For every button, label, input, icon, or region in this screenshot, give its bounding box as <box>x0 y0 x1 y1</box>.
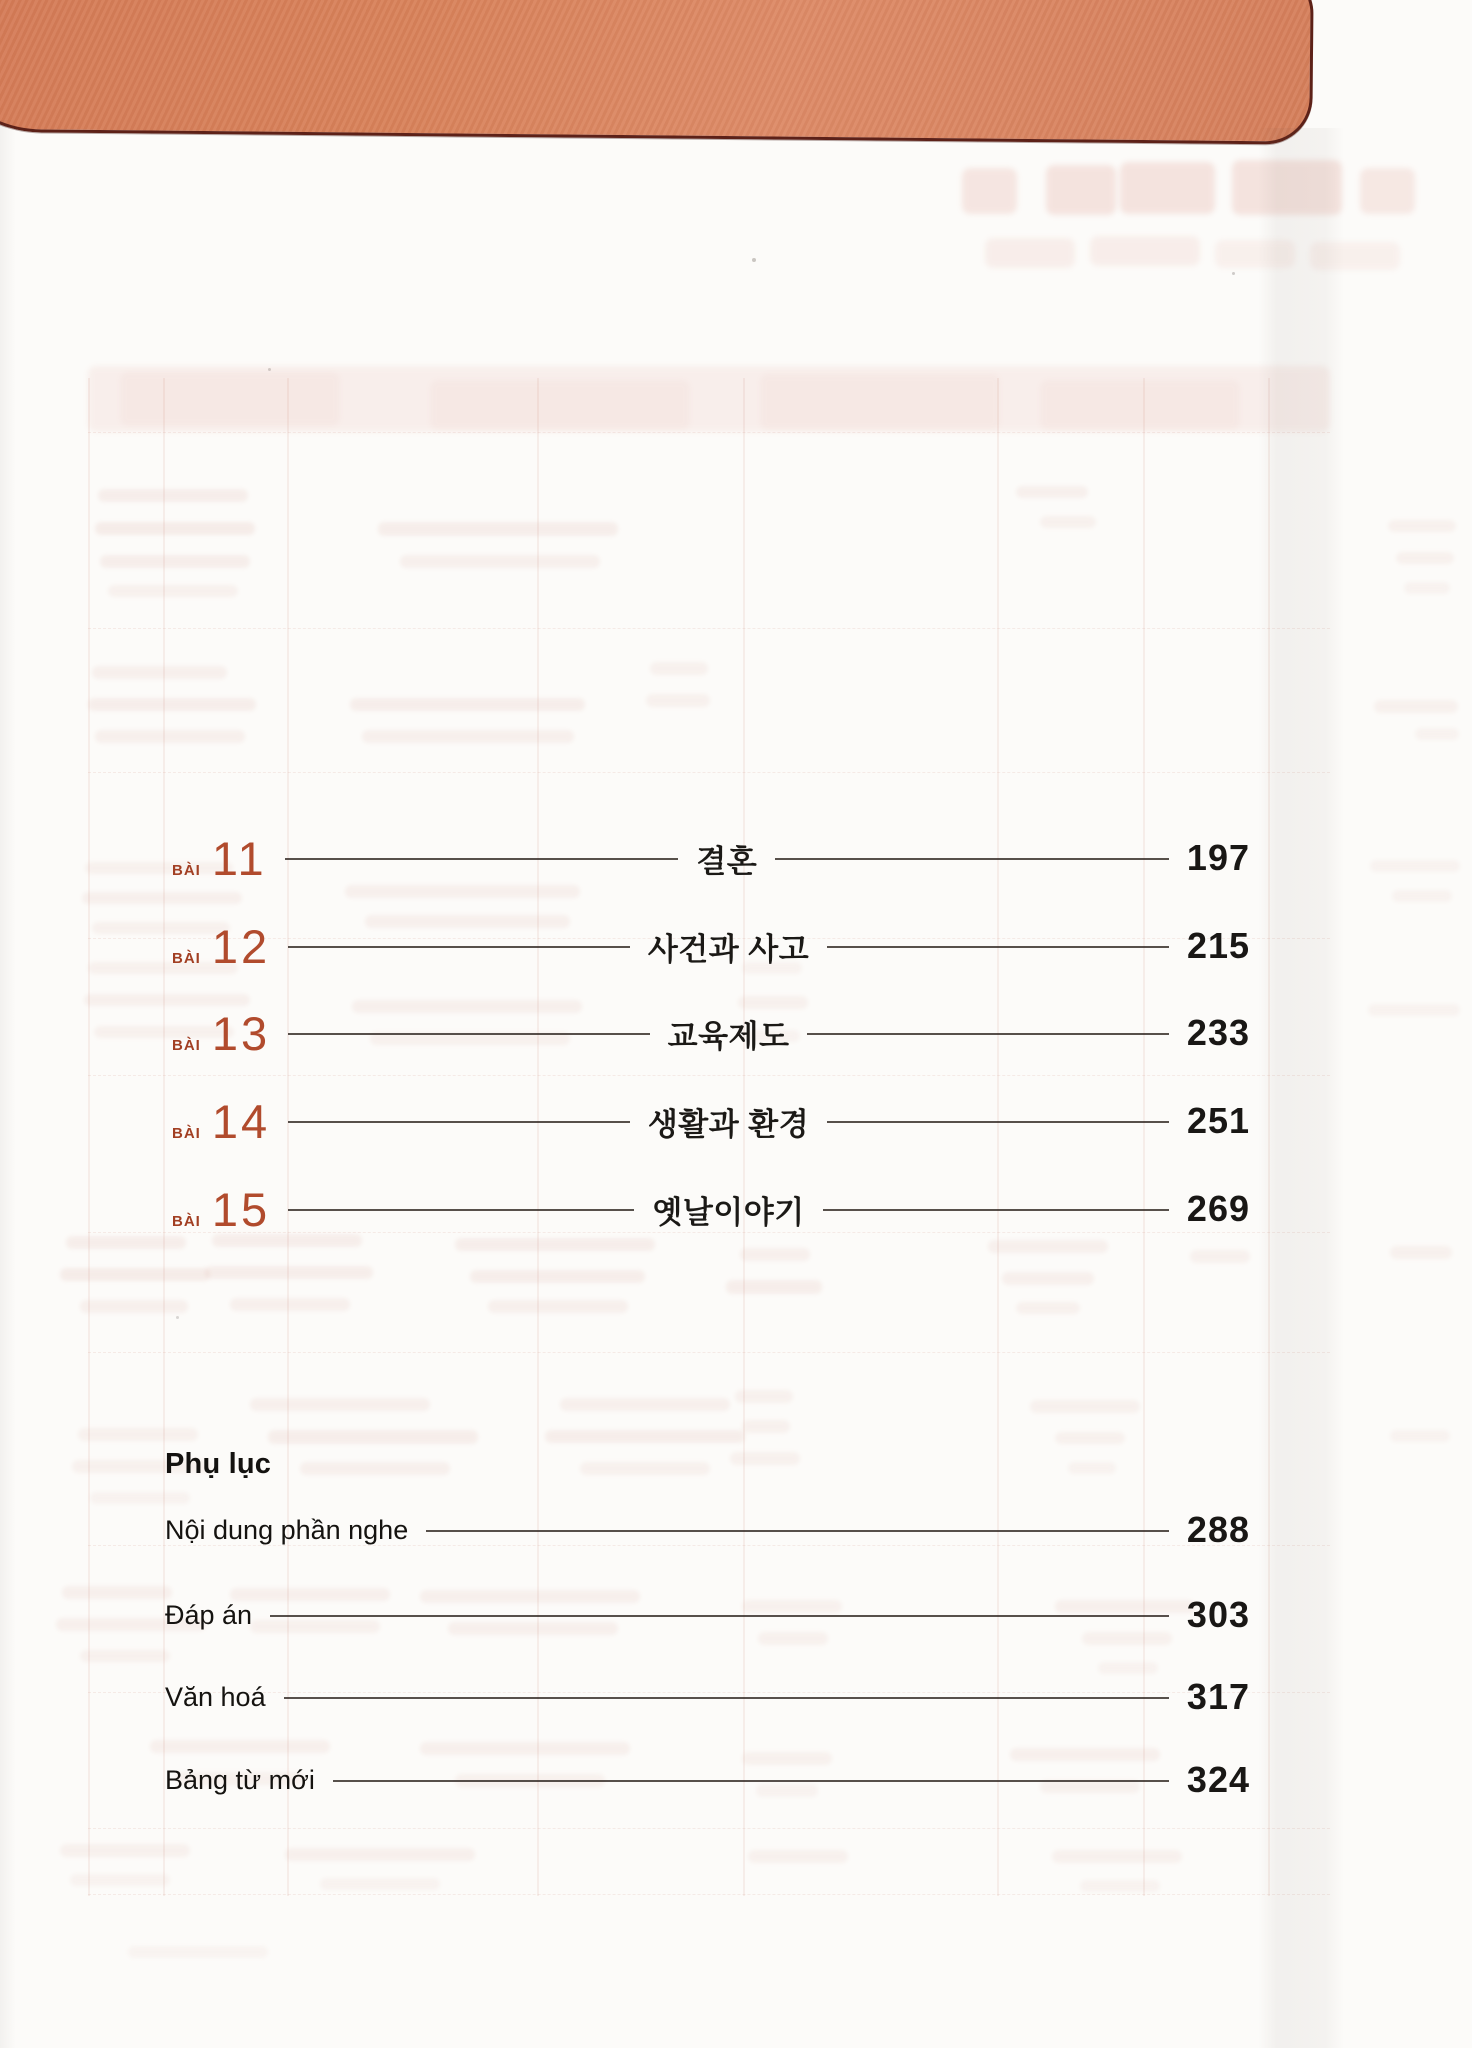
lesson-badge-label: BÀI <box>172 949 201 967</box>
lesson-number: 14 <box>211 1094 271 1148</box>
bleed-through-mark <box>88 432 1330 433</box>
bleed-through-mark <box>88 1352 1330 1353</box>
bleed-through-mark <box>752 258 756 262</box>
toc-lesson-row <box>172 1001 1250 1065</box>
bleed-through-mark <box>80 1300 188 1313</box>
bleed-through-mark <box>362 730 574 743</box>
bleed-through-mark <box>742 1420 790 1433</box>
bleed-through-mark <box>82 892 242 904</box>
leader-line <box>333 1780 1169 1782</box>
bleed-through-mark <box>1360 168 1415 214</box>
lesson-number: 15 <box>211 1182 271 1236</box>
bleed-through-mark <box>1368 1004 1460 1016</box>
bleed-through-mark <box>580 1462 710 1475</box>
lesson-badge <box>172 919 271 973</box>
bleed-through-mark <box>1052 1850 1182 1863</box>
page-left-shadow <box>0 120 16 2048</box>
appendix-page-number: 324 <box>1186 1759 1250 1800</box>
bleed-through-mark <box>1080 1880 1160 1892</box>
lesson-badge <box>172 1182 271 1236</box>
bleed-through-mark <box>250 1398 430 1411</box>
leader-line <box>288 1033 650 1035</box>
lesson-badge-label: BÀI <box>172 861 201 879</box>
bleed-through-mark <box>400 555 600 568</box>
bleed-through-mark <box>268 1430 478 1444</box>
bleed-through-mark <box>95 730 245 743</box>
bleed-through-mark <box>95 522 255 535</box>
appendix-row <box>165 1508 1250 1552</box>
bleed-through-mark <box>1090 236 1200 266</box>
lesson-number: 12 <box>211 919 271 973</box>
bleed-through-mark <box>1030 1400 1140 1413</box>
bleed-through-mark <box>1040 380 1240 430</box>
leader-line <box>288 1209 634 1211</box>
bleed-through-mark <box>320 1878 440 1890</box>
bleed-through-mark <box>1396 552 1454 564</box>
appendix-label: Văn hoá <box>165 1681 266 1712</box>
bleed-through-mark <box>985 238 1075 268</box>
lesson-page-number: 233 <box>1186 1012 1250 1053</box>
bleed-through-mark <box>740 1248 810 1261</box>
bleed-through-mark <box>88 378 90 1896</box>
lesson-badge <box>172 1006 271 1060</box>
leader-line <box>288 946 630 948</box>
bleed-through-mark <box>726 1280 822 1294</box>
bleed-through-mark <box>230 1298 350 1311</box>
leader-line <box>288 1121 630 1123</box>
appendix-heading: Phụ lục <box>165 1448 272 1480</box>
bleed-through-mark <box>285 1848 475 1861</box>
bleed-through-mark <box>1120 162 1215 214</box>
toc-lesson-row <box>172 914 1250 978</box>
leader-line <box>823 1209 1169 1211</box>
lesson-badge <box>172 1094 271 1148</box>
bleed-through-mark <box>470 1270 645 1283</box>
bleed-through-mark <box>268 368 271 371</box>
leader-line <box>426 1530 1169 1532</box>
bleed-through-mark <box>300 1462 450 1475</box>
leader-line <box>284 1697 1169 1699</box>
appendix-page-number: 317 <box>1186 1676 1250 1717</box>
bleed-through-mark <box>1016 1302 1080 1314</box>
bleed-through-mark <box>176 1316 179 1319</box>
lesson-badge-label: BÀI <box>172 1124 201 1142</box>
lesson-number: 11 <box>211 831 267 885</box>
bleed-through-mark <box>430 380 690 430</box>
bleed-through-mark <box>988 1240 1108 1253</box>
lesson-badge-label: BÀI <box>172 1212 201 1230</box>
bleed-through-mark <box>1190 1250 1250 1263</box>
page-edge-shadow <box>1258 128 1344 2048</box>
bleed-through-mark <box>350 698 585 711</box>
bleed-through-mark <box>1068 1462 1116 1474</box>
bleed-through-mark <box>1098 1662 1158 1674</box>
bleed-through-mark <box>60 1268 210 1281</box>
bleed-through-mark <box>62 1586 172 1599</box>
appendix-row <box>165 1675 1250 1719</box>
appendix-row <box>165 1593 1250 1637</box>
bleed-through-mark <box>378 522 618 536</box>
header-banner <box>0 0 1314 145</box>
bleed-through-mark <box>150 1740 330 1753</box>
bleed-through-mark <box>88 366 1330 432</box>
bleed-through-mark <box>92 666 227 679</box>
bleed-through-mark <box>80 1650 170 1662</box>
bleed-through-mark <box>108 585 238 597</box>
bleed-through-mark <box>88 1894 1330 1895</box>
bleed-through-mark <box>98 489 248 502</box>
bleed-through-mark <box>60 1844 190 1857</box>
bleed-through-mark <box>1016 486 1088 498</box>
leader-line <box>827 1121 1169 1123</box>
bleed-through-mark <box>748 1850 848 1863</box>
appendix-row <box>165 1758 1250 1802</box>
leader-line <box>827 946 1169 948</box>
bleed-through-mark <box>1040 516 1096 528</box>
bleed-through-mark <box>760 374 1000 430</box>
bleed-through-mark <box>735 1390 793 1403</box>
lesson-badge <box>172 831 267 885</box>
appendix-label: Nội dung phần nghe <box>165 1514 409 1545</box>
lesson-title: 생활과 환경 <box>647 1106 810 1142</box>
bleed-through-mark <box>66 1236 186 1249</box>
appendix-page-number: 303 <box>1186 1594 1250 1635</box>
bleed-through-mark <box>488 1300 628 1313</box>
lesson-page-number: 251 <box>1186 1100 1251 1141</box>
lesson-title: 결혼 <box>696 843 758 879</box>
appendix-page-number: 288 <box>1186 1509 1250 1550</box>
bleed-through-mark <box>120 372 340 426</box>
bleed-through-mark <box>1404 582 1450 594</box>
lesson-title: 교육제도 <box>667 1018 790 1054</box>
bleed-through-mark <box>78 1428 198 1441</box>
bleed-through-mark <box>650 662 708 675</box>
bleed-through-mark <box>88 628 1330 629</box>
bleed-through-mark <box>128 1946 268 1958</box>
appendix-label: Đáp án <box>165 1599 253 1630</box>
bleed-through-mark <box>560 1398 730 1411</box>
appendix-label: Bảng từ mới <box>165 1764 315 1795</box>
bleed-through-mark <box>1392 890 1452 902</box>
bleed-through-mark <box>90 1492 190 1504</box>
lesson-title: 사건과 사고 <box>647 931 810 967</box>
bleed-through-mark <box>88 698 256 711</box>
bleed-through-mark <box>1055 1432 1125 1444</box>
bleed-through-mark <box>1388 520 1456 532</box>
leader-line <box>775 858 1169 860</box>
bleed-through-mark <box>100 555 250 568</box>
leader-line <box>270 1615 1169 1617</box>
bleed-through-mark <box>88 1075 1330 1076</box>
bleed-through-mark <box>163 378 165 1896</box>
bleed-through-mark <box>962 168 1017 214</box>
toc-lesson-row <box>172 1089 1250 1153</box>
bleed-through-mark <box>1415 728 1459 740</box>
bleed-through-mark <box>1390 1246 1452 1259</box>
lesson-number: 13 <box>211 1006 271 1060</box>
bleed-through-mark <box>1390 1430 1450 1442</box>
lesson-page-number: 269 <box>1186 1188 1250 1229</box>
lesson-badge-label: BÀI <box>172 1036 201 1054</box>
bleed-through-mark <box>88 1828 1330 1829</box>
bleed-through-mark <box>1046 165 1116 215</box>
bleed-through-mark <box>1002 1272 1094 1285</box>
bleed-through-mark <box>420 1742 630 1755</box>
leader-line <box>807 1033 1169 1035</box>
bleed-through-mark <box>70 1874 170 1886</box>
leader-line <box>285 858 679 860</box>
lesson-page-number: 215 <box>1186 925 1251 966</box>
bleed-through-mark <box>205 1266 373 1279</box>
toc-lesson-row <box>172 1177 1250 1241</box>
bleed-through-mark <box>646 694 710 707</box>
bleed-through-mark <box>1232 272 1235 275</box>
bleed-through-mark <box>1370 860 1460 872</box>
bleed-through-mark <box>88 772 1330 773</box>
lesson-title: 옛날이야기 <box>652 1194 805 1230</box>
bleed-through-mark <box>545 1430 745 1443</box>
lesson-page-number: 197 <box>1186 837 1250 878</box>
toc-lesson-row <box>172 826 1250 890</box>
bleed-through-mark <box>1374 700 1458 713</box>
bleed-through-mark <box>730 1452 800 1465</box>
